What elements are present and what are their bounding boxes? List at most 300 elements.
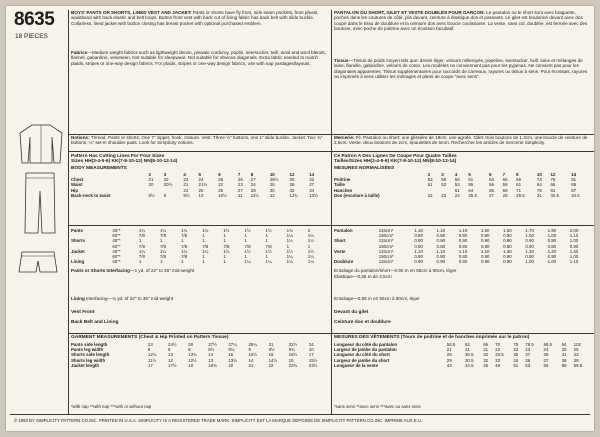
garment-measure-value: 32 bbox=[483, 352, 489, 358]
yardage-value: 1 bbox=[223, 238, 226, 244]
yardage-value: 1¼ bbox=[286, 259, 293, 265]
yardage-value: 1½ bbox=[244, 228, 251, 233]
measurement-value: 9 bbox=[163, 192, 167, 198]
description-en: BOYS' PANTS OR SHORTS, LINED VEST AND JACKET: Pants or shorts have fly front, side seam pockets, front pleats, waistband with back elastic and belt loops. Button front vest with back cut of lining fabric has back belt with slide buckle. Collarless, lined jacket with button closing has breast pocket with optional purchased emblem. bbox=[71, 10, 319, 26]
description-fr: PANTALON OU SHORT, GILET ET VESTE DOUBLÉS POUR GARÇON: Le pantalon ou le short sont avec braguette, poches dans les coutures de côté, plis devant, ceinture à élastique dos et passants. Le gilet est boutonné devant avec dos coupé dans le tissu de doublure et la ceinture dos avec boucle coulissante. La veste, sans col, doublée, est fermée avec des boutons, avec poche de poitrine avec un écusson facultatif. bbox=[334, 10, 588, 32]
measurement-value: 58 bbox=[502, 182, 508, 188]
entoilage-pantalon-fr: Entoilage du pantalon/short—0,90 m en 55cm à 90cm, léger bbox=[334, 268, 457, 273]
yardage-value: 1¼ bbox=[138, 248, 145, 254]
garment-measure-value: 22 bbox=[513, 347, 519, 353]
size-header-cell: 4 bbox=[183, 172, 186, 177]
yardage-value: 1¼ bbox=[265, 259, 272, 265]
mesures-vetements-table bbox=[333, 342, 591, 368]
yardage-value: 0.80 bbox=[458, 233, 468, 239]
back-belt-label: Back Belt and Lining bbox=[71, 320, 119, 325]
yardage-row bbox=[70, 259, 328, 264]
garment-measure-value: 70 bbox=[495, 342, 501, 347]
garment-measure-value: 13 bbox=[208, 357, 214, 363]
garment-measure-label: Pants leg width bbox=[71, 347, 104, 353]
measurement-value: 10 bbox=[198, 192, 204, 198]
yardage-value: 7/8 bbox=[181, 233, 188, 239]
yardage-value: 0.80 bbox=[414, 243, 423, 249]
yardage-value: 1 bbox=[202, 254, 205, 260]
measurement-value: 52 bbox=[441, 182, 447, 188]
yardage-value: 0.90 bbox=[480, 254, 490, 260]
garment-measure-value: 62 bbox=[464, 342, 470, 347]
measurement-value: 24 bbox=[198, 177, 204, 183]
yardage-value: 1.10 bbox=[480, 248, 490, 254]
yardage-value: 1¼ bbox=[181, 248, 188, 254]
cutting-lines-en: Pattern Has Cutting Lines For Four Sizes bbox=[71, 154, 165, 159]
garment-measure-value: 51 bbox=[513, 362, 519, 368]
size-header-cell: 2 bbox=[427, 172, 431, 177]
devant-gilet-label: Devant du gilet bbox=[334, 310, 369, 315]
measurement-value: 51 bbox=[427, 182, 433, 188]
body-measurements-title: BODY MEASUREMENTS bbox=[71, 166, 127, 171]
garment-label: Doublure bbox=[334, 259, 354, 265]
measurement-value: 20½ bbox=[163, 182, 173, 188]
garment-measure-value: 46 bbox=[483, 362, 489, 368]
interfacing-en: Pants or Shorts Interfacing—1 yd. of 22" to 36" mid-weight bbox=[71, 268, 195, 273]
yardage-value: 7/8 bbox=[159, 233, 167, 239]
yardage-value: 1.00 bbox=[525, 233, 534, 239]
yardage-value: 1 bbox=[138, 259, 142, 265]
yardage-value: 0.90 bbox=[458, 238, 468, 244]
pieces-count: 18 PIECES bbox=[15, 33, 48, 40]
garment-measure-label: Shorts side length bbox=[71, 352, 110, 358]
measurement-label: Chest bbox=[71, 177, 84, 183]
yardage-value: 1 bbox=[244, 254, 247, 260]
tissus-fr: Tissus—Tissus de poids moyen tels que: denim léger, velours millerayés, popeline, seersucker, twill, laine et mélanges de laine, flanelle, gabardine, velours de coton. Les modèles ne conviennent pas pour les pyjamas. Ne convient pas pour les diagonales apparentes. Tissus supplémentaires pour raccords de carreaux, rayures ou tissus à sens. Pour écossais, rayures ou imprimés à sens utiliser les métrages et plans de coupe "avec sens". bbox=[334, 58, 588, 80]
yardage-value: 1¼ bbox=[202, 228, 209, 233]
entoilage-veste-fr: Entoilage—0,55 m en 55cm à 90cm, léger bbox=[334, 296, 420, 301]
yardage-value: 0.80 bbox=[436, 243, 446, 249]
garment-measure-value: 29¼ bbox=[248, 342, 257, 347]
garment-measure-value: 30.5 bbox=[464, 357, 474, 363]
garment-label: Shorts bbox=[71, 238, 85, 244]
garment-measure-label: Largeur de jambe du short bbox=[334, 357, 390, 363]
measurement-value: 24 bbox=[454, 192, 460, 198]
yardage-value: 0.80 bbox=[547, 243, 557, 249]
fabric-width: 115cm* bbox=[378, 228, 394, 233]
yardage-value: 1 bbox=[138, 238, 142, 244]
measurement-label: Hip bbox=[71, 187, 79, 193]
jacket-back-drawing bbox=[18, 121, 64, 165]
garment-measure-value: 41 bbox=[561, 352, 567, 358]
garment-measure-value: 14 bbox=[248, 357, 254, 363]
yardage-table bbox=[70, 228, 328, 264]
size-header-cell: 5 bbox=[198, 172, 201, 177]
yardage-value: 7/8 bbox=[265, 243, 272, 249]
yardage-value: 1½ bbox=[223, 248, 230, 254]
measurement-value: 27 bbox=[309, 182, 315, 188]
measurement-value: 28½ bbox=[269, 177, 279, 183]
fabric-width: 150cm* bbox=[378, 254, 394, 260]
garment-measure-label: Longueur du côté du pantalon bbox=[334, 342, 398, 347]
yardage-value: 1 bbox=[244, 238, 247, 244]
measurement-value: 23 bbox=[237, 182, 243, 188]
yardage-value: 7/8 bbox=[159, 254, 167, 260]
garment-label: Pants bbox=[71, 228, 83, 233]
yardage-value: 0.80 bbox=[414, 254, 423, 260]
size-header-cell: 14 bbox=[571, 172, 577, 177]
yardage-value: 1 bbox=[265, 233, 268, 239]
size-header-cell: 4 bbox=[454, 172, 458, 177]
nap-legend-en: *with nap **with nap ***with or without nap bbox=[71, 404, 152, 409]
garment-measure-value: 9 bbox=[248, 347, 251, 353]
yardage-value: 0.90 bbox=[436, 238, 446, 244]
yardage-value: 2.00 bbox=[569, 228, 579, 233]
garment-measure-value: 14½ bbox=[268, 357, 278, 363]
measurement-value: 12¾ bbox=[289, 192, 299, 198]
garment-measure-value: 8 bbox=[147, 347, 151, 353]
garment-measure-value: 16½ bbox=[288, 352, 298, 358]
garment-measure-value: 38 bbox=[561, 357, 567, 363]
yardage-value: 1.10 bbox=[436, 248, 446, 254]
garment-measure-value: 75 bbox=[513, 342, 519, 347]
measurement-value: 32 bbox=[289, 187, 295, 193]
garment-measure-value: 21 bbox=[248, 362, 254, 368]
measurement-value: 22 bbox=[218, 182, 224, 188]
measurement-value: 21 bbox=[148, 177, 154, 183]
garment-measure-value: 59.5 bbox=[573, 362, 583, 368]
garment-measure-value: 58.5 bbox=[446, 342, 456, 347]
yardage-value: 1 bbox=[223, 233, 226, 239]
garment-measure-value: 86.5 bbox=[543, 342, 553, 347]
garment-measure-value: 13¾ bbox=[188, 352, 197, 358]
garment-measure-label: Longueur du côté du short bbox=[334, 352, 390, 358]
yardage-value: 1 bbox=[202, 233, 205, 239]
garment-measure-value: 8 bbox=[168, 347, 171, 353]
yardage-value: 0.80 bbox=[436, 254, 446, 260]
lining-en: Lining Interfacing—¾ yd. of 22" to 36" mid-weight bbox=[71, 296, 174, 301]
measurement-value: 30 bbox=[289, 177, 295, 183]
garment-measure-value: 43 bbox=[573, 352, 579, 358]
yardage-value: 0.90 bbox=[525, 254, 534, 260]
measurement-value: 81 bbox=[550, 187, 556, 193]
measurement-value: 53 bbox=[454, 182, 460, 188]
garment-measure-value: 16 bbox=[268, 352, 274, 358]
measurement-label: Dos (encolure à taille) bbox=[334, 192, 380, 198]
pattern-number: 8635 bbox=[14, 9, 55, 30]
yardage-value: 1 bbox=[181, 238, 184, 244]
yardage-value: 1¼ bbox=[138, 228, 145, 233]
garment-measure-value: 21 bbox=[446, 347, 452, 353]
garment-measure-value: 15 bbox=[288, 357, 294, 363]
yardage-value: 7/8 bbox=[181, 243, 188, 249]
yardage-value: 1¼ bbox=[286, 233, 293, 239]
size-header-cell: 8 bbox=[516, 172, 519, 177]
garment-measure-value: 15 bbox=[228, 352, 234, 358]
garment-measure-value: 29 bbox=[446, 352, 452, 358]
yardage-value: 1 bbox=[181, 259, 184, 265]
yardage-value: 1¼ bbox=[159, 228, 167, 233]
measurement-row bbox=[70, 193, 328, 198]
yardage-value: 0.90 bbox=[503, 238, 512, 244]
lignes-fr: Ce Patron A Des Lignes De Coupe Pour Quatre Tailles bbox=[334, 154, 457, 159]
fabric-width: 45"* bbox=[112, 248, 121, 254]
measurement-value: 61 bbox=[468, 177, 474, 183]
yardage-value: 7/8 bbox=[202, 243, 209, 249]
yardage-value: 7/8 bbox=[138, 254, 145, 260]
fabric-width: 60"* bbox=[112, 233, 121, 239]
measurement-value: 53 bbox=[427, 177, 433, 183]
yardage-value: 1.00 bbox=[547, 259, 557, 265]
fabric-width: 60"* bbox=[112, 254, 121, 260]
measurement-value: 23 bbox=[441, 192, 447, 198]
measurement-value: 32 bbox=[309, 177, 315, 183]
yardage-value: 7/8 bbox=[181, 254, 188, 260]
measurement-value: 69 bbox=[502, 187, 508, 193]
yardage-value: 0.90 bbox=[503, 233, 512, 239]
measurement-value: 64 bbox=[489, 177, 494, 183]
measurement-value: 26 bbox=[289, 182, 295, 188]
measurement-value: 34.5 bbox=[571, 192, 580, 198]
garment-measure-value: 32½ bbox=[288, 342, 298, 347]
garment-measure-value: 34 bbox=[513, 357, 519, 363]
garment-measure-value: 12½ bbox=[188, 357, 197, 363]
garment-measure-value: 78.5 bbox=[525, 342, 534, 347]
ceinture-dos-label: Ceinture dos et doublure bbox=[334, 320, 391, 325]
measurement-label: Hanches bbox=[334, 187, 353, 193]
measurement-value: 87 bbox=[571, 187, 577, 193]
garment-measure-value: 11½ bbox=[147, 357, 157, 363]
shorts-drawing bbox=[17, 250, 59, 276]
measurement-value: 12 bbox=[269, 192, 275, 198]
measurement-value: 56 bbox=[489, 182, 494, 188]
measurement-value: 31 bbox=[536, 192, 542, 198]
garment-measurements-title: GARMENT MEASUREMENTS (Chest & Hip Printed on Pattern Tissue) bbox=[71, 335, 229, 340]
garment-measure-label: Longueur de la veste bbox=[334, 362, 378, 368]
yardage-value: 1½ bbox=[265, 248, 272, 254]
yardage-row bbox=[333, 259, 591, 264]
garment-label: Veste bbox=[334, 248, 346, 254]
garment-measure-value: 25 bbox=[561, 347, 567, 353]
yardage-value: 2 bbox=[307, 228, 311, 233]
yardage-value: 0.80 bbox=[414, 233, 423, 239]
size-header-cell: 5 bbox=[468, 172, 471, 177]
yardage-value: 1.00 bbox=[569, 238, 579, 244]
yardage-value: 1 bbox=[286, 243, 290, 249]
yardage-value: 1.90 bbox=[547, 228, 557, 233]
measurement-value: 61 bbox=[516, 182, 522, 188]
measurement-value: 28 bbox=[250, 187, 256, 193]
yardage-value: 0.80 bbox=[480, 243, 490, 249]
measurement-label: Back-neck to waist bbox=[71, 192, 111, 198]
yardage-value: 1¼ bbox=[286, 238, 293, 244]
size-header-cell: 12 bbox=[289, 172, 295, 177]
yardage-value: 0.90 bbox=[569, 243, 579, 249]
yardage-value: 1 bbox=[159, 259, 163, 265]
measurement-value: 55 bbox=[468, 182, 474, 188]
fabric-width: 45"* bbox=[112, 259, 121, 265]
yardage-value: 0.80 bbox=[458, 254, 468, 260]
garment-measure-value: 9½ bbox=[268, 347, 275, 353]
garment-measure-value: 34 bbox=[308, 342, 314, 347]
fabric-width: 150cm* bbox=[378, 243, 394, 249]
yardage-value: 1.10 bbox=[414, 248, 423, 254]
yardage-value: 1¼ bbox=[307, 259, 314, 265]
garment-label: Pantalon bbox=[334, 228, 353, 233]
yardage-value: 0.80 bbox=[436, 233, 446, 239]
garment-measure-value: 21 bbox=[483, 347, 489, 353]
garment-measure-value: 24½ bbox=[168, 342, 177, 347]
measurement-value: 8½ bbox=[148, 192, 155, 198]
garment-row bbox=[333, 363, 591, 368]
garment-measure-label: Shorts leg width bbox=[71, 357, 106, 363]
yardage-value: 1¼ bbox=[307, 233, 314, 239]
yardage-value: 1 bbox=[307, 243, 311, 249]
elastique-fr: Elastique—0,55 m de 2,5cm bbox=[334, 274, 392, 279]
garment-measure-value: 13 bbox=[168, 352, 173, 358]
measurement-value: 21½ bbox=[198, 182, 208, 188]
yardage-value: 1½ bbox=[307, 248, 314, 254]
size-header-cell: 3 bbox=[441, 172, 444, 177]
yardage-value: 1 bbox=[223, 259, 226, 265]
yardage-value: 1.10 bbox=[414, 228, 423, 233]
yardage-value: 1¼ bbox=[159, 248, 167, 254]
yardage-value: 1.10 bbox=[436, 228, 446, 233]
yardage-value: 1¼ bbox=[286, 254, 293, 260]
garment-measure-value: 8½ bbox=[208, 347, 215, 353]
garment-measure-value: 27½ bbox=[208, 342, 217, 347]
yardage-value: 1¼ bbox=[181, 228, 188, 233]
measurement-value: 69 bbox=[571, 182, 577, 188]
measurement-value: 61 bbox=[454, 187, 460, 193]
yardage-value: 7/8 bbox=[244, 243, 251, 249]
measurement-value: 71 bbox=[516, 187, 522, 193]
garment-measure-value: 44.5 bbox=[464, 362, 474, 368]
measurement-label: Poitrine bbox=[334, 177, 351, 183]
garment-measure-value: 29 bbox=[446, 357, 452, 363]
measurement-value: 10½ bbox=[218, 192, 227, 198]
yardage-value: 1½ bbox=[223, 228, 230, 233]
yardage-value: 1.50 bbox=[480, 228, 490, 233]
yardage-value: 1.10 bbox=[569, 259, 579, 265]
size-header-cell: 12 bbox=[550, 172, 556, 177]
measurement-value: 29.5 bbox=[516, 192, 525, 198]
garment-measure-value: 56 bbox=[543, 362, 549, 368]
garment-measure-value: 94 bbox=[561, 342, 567, 347]
size-header-cell: 14 bbox=[309, 172, 315, 177]
garment-measure-value: 36 bbox=[525, 357, 531, 363]
garment-measure-value: 32 bbox=[483, 357, 489, 363]
fabric-width: 115cm* bbox=[378, 259, 394, 265]
yardage-value: 1.00 bbox=[525, 259, 534, 265]
measurement-value: 66 bbox=[489, 187, 494, 193]
yardage-value: 0.90 bbox=[547, 254, 557, 260]
garment-measure-value: 23½ bbox=[308, 362, 318, 368]
measurement-value: 26 bbox=[237, 177, 243, 183]
measurement-label: Waist bbox=[71, 182, 83, 188]
yardage-value: 0.90 bbox=[480, 238, 490, 244]
garment-measure-label: Jacket length bbox=[71, 362, 100, 368]
garment-measure-value: 58 bbox=[561, 362, 567, 368]
yardage-value: 7/8 bbox=[159, 243, 167, 249]
garment-measure-value: 33.5 bbox=[495, 352, 504, 358]
garment-measure-value: 22¾ bbox=[288, 362, 298, 368]
garment-measure-value: 66 bbox=[483, 342, 489, 347]
copyright-line: © 1993 BY SIMPLICITY PATTERN CO.INC. PRINTED IN U.S.A. SIMPLICITY IS A REGISTERED TRADE MARK. SIMPLICITY EST LA MARQUE DEPOSEE DE SIMPLICITY PATTERN CO.INC. IMPRIME AUX E.U. bbox=[14, 418, 423, 423]
measurement-value: 22 bbox=[163, 177, 169, 183]
garment-measure-value: 24 bbox=[543, 347, 549, 353]
yardage-value: 1 bbox=[265, 254, 268, 260]
notions-en: Notions: Thread. Pants or shorts: One 7" zipper, hook, closure. Vest: Three ½" buttons, one 1" slide buckle. Jacket: Two ¾" buttons, ¼" set-in shoulder pads. Look for Simplicity notions. bbox=[71, 135, 323, 146]
yardage-value: 0.80 bbox=[525, 243, 534, 249]
yardage-value: 1.00 bbox=[569, 254, 579, 260]
yardage-value: 1 bbox=[265, 238, 268, 244]
garment-measure-value: 8¾ bbox=[228, 347, 235, 353]
measurement-row bbox=[333, 193, 591, 198]
yardage-value: 1.00 bbox=[547, 233, 557, 239]
garment-measure-value: 12 bbox=[168, 357, 173, 363]
fabrics-en: Fabrics—Medium weight fabrics such as lightweight denim, pinwale corduroy, poplin, seersucker, twill, wool and wool blends, flannel, gabardine, velveteen. Not suitable for sleepwear. Not suitable for obvious diagonals. Extra fabric needed to match plaids, stripes or one-way design fabrics. For plaids, stripes or one-way design fabrics, use with nap yardages/layouts. bbox=[71, 50, 326, 66]
yardage-value: 0.90 bbox=[503, 254, 512, 260]
yardage-value: 1.10 bbox=[458, 248, 468, 254]
sizes-line-en: Sizes HH(3-4-5-6) KK(7-8-10-12) NN(8-10-12-14) bbox=[71, 159, 178, 164]
garment-label: Lining bbox=[71, 259, 85, 265]
measurement-value: 64 bbox=[536, 182, 542, 188]
garment-measure-value: 12¾ bbox=[147, 352, 157, 358]
yardage-value: 0.90 bbox=[503, 259, 512, 265]
garment-measure-label: Pants side length bbox=[71, 342, 108, 347]
yardage-value: 1.30 bbox=[503, 248, 512, 254]
measurement-value: 27 bbox=[250, 177, 256, 183]
fabric-width: 150cm* bbox=[378, 233, 394, 239]
garment-row bbox=[70, 363, 328, 368]
size-header-cell: 10 bbox=[536, 172, 542, 177]
yardage-value: 1¼ bbox=[202, 248, 209, 254]
garment-measure-value: 39 bbox=[573, 357, 579, 363]
yardage-value: 1 bbox=[244, 233, 247, 239]
yardage-value: 0.90 bbox=[480, 259, 490, 265]
measurement-value: 24 bbox=[250, 182, 256, 188]
pants-drawing bbox=[23, 171, 57, 235]
measurement-value: 69 bbox=[516, 177, 522, 183]
fabric-width: 45"* bbox=[112, 228, 121, 233]
mesures-normalisees-table bbox=[333, 172, 591, 198]
garment-measure-value: 35 bbox=[513, 352, 519, 358]
mesures-vetements-title: MESURES DES VÊTEMENTS (Tours de poitrine et de hanches imprimés sur le patron) bbox=[334, 335, 530, 340]
measurement-value: 11 bbox=[237, 192, 243, 198]
yardage-value: 0.90 bbox=[525, 238, 534, 244]
garment-measure-value: 9¾ bbox=[288, 347, 295, 353]
measurement-value: 27 bbox=[489, 192, 494, 198]
measurement-value: 20 bbox=[148, 182, 154, 188]
size-header-cell: 8 bbox=[250, 172, 254, 177]
yardage-value: 1½ bbox=[286, 248, 293, 254]
garment-measure-value: 53 bbox=[525, 362, 531, 368]
garment-measure-value: 13½ bbox=[228, 357, 237, 363]
measurement-value: 58 bbox=[454, 177, 460, 183]
garment-measure-value: 15½ bbox=[248, 352, 257, 358]
mercerie-fr: Mercerie: Fil. Pantalon ou short: une glissière de 18cm, une agrafe. Gilet: trois boutons de 1,3cm, une boucle de ceinture de 2,5cm. Veste: deux boutons de 2cm, épaulettes de 6mm. Rechercher les articles de mercerie Simplicity. bbox=[334, 135, 588, 146]
yardage-value: 7/8 bbox=[138, 243, 145, 249]
measurement-value: 56 bbox=[441, 177, 447, 183]
yardage-value: 1.60 bbox=[503, 228, 512, 233]
yardage-value: 0.90 bbox=[547, 238, 557, 244]
yardage-value: 0.90 bbox=[436, 259, 446, 265]
yardage-value: 1.30 bbox=[525, 248, 534, 254]
measurement-value: 25 bbox=[198, 187, 204, 193]
measurement-value: 25 bbox=[218, 177, 224, 183]
mesures-normalisees-title: MESURES NORMALISÉES bbox=[334, 166, 395, 171]
yardage-value: 1.10 bbox=[569, 233, 579, 239]
yardage-value: 1¾ bbox=[286, 228, 293, 233]
garment-measure-value: 102 bbox=[573, 342, 581, 347]
measurement-value: 23 bbox=[183, 177, 189, 183]
measurement-value: 32.5 bbox=[550, 192, 559, 198]
